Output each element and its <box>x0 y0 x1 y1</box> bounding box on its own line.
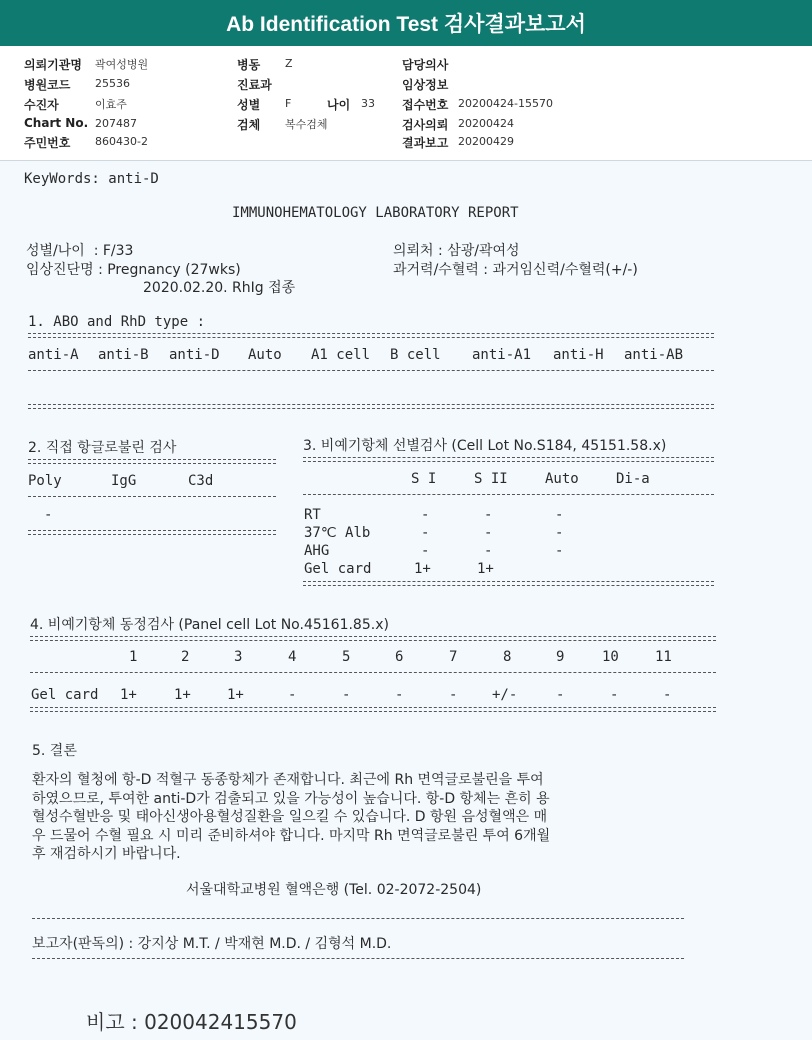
panel-header-cell: 11 <box>655 649 672 665</box>
hospital-code: 25536 <box>95 77 130 90</box>
request-date: 20200424 <box>458 117 514 130</box>
resident-number: 860430-2 <box>95 135 148 148</box>
dash-rule <box>28 370 714 371</box>
requester: 의뢰처 : 삼광/곽여성 <box>393 243 520 259</box>
conclusion-line: 후 재검하시기 바랍니다. <box>32 846 181 862</box>
panel-cell: - <box>449 687 458 703</box>
header-field: 병원코드 <box>24 78 71 92</box>
header-field: Chart No. <box>24 116 89 130</box>
dat-value-cell: - <box>44 507 53 523</box>
abo-header-cell: B cell <box>390 347 441 363</box>
ward: Z <box>285 57 293 70</box>
report-banner <box>0 0 812 46</box>
screen-cell: - <box>484 543 493 559</box>
abo-header-cell: Auto <box>248 347 282 363</box>
header-field: 임상정보 <box>402 78 449 92</box>
panel-header-cell: 5 <box>342 649 351 665</box>
abo-header-cell: anti-D <box>169 347 220 363</box>
conclusion-line: 우 드물어 수혈 필요 시 미리 준비하셔야 합니다. 마지막 Rh 면역글로불린 투여 6개월 <box>32 827 551 844</box>
conclusion-line: 혈성수혈반응 및 태아신생아용혈성질환을 일으킬 수 있습니다. D 항원 음성혈액은 매 <box>32 809 548 825</box>
conclusion-line: 하였으므로, 투여한 anti-D가 검출되고 있을 가능성이 높습니다. 항-D 항체는 흔히 용 <box>32 790 550 807</box>
abo-header-cell: anti-B <box>98 347 149 363</box>
screen-cell: - <box>421 525 430 541</box>
dat-header-cell: C3d <box>188 473 214 489</box>
screen-cell: - <box>421 507 430 523</box>
keywords: KeyWords: anti-D <box>24 171 159 187</box>
abo-header-cell: anti-H <box>553 347 604 363</box>
dash-rule <box>303 494 714 495</box>
section-1-title: 1. ABO and RhD type : <box>28 314 206 330</box>
clinical-diagnosis: 임상진단명 : Pregnancy (27wks) <box>26 262 241 278</box>
sex-age: 성별/나이 : F/33 <box>26 243 134 259</box>
dash-rule <box>28 496 276 497</box>
report-date: 20200429 <box>458 135 514 148</box>
panel-header-cell: 3 <box>234 649 243 665</box>
abo-header-cell: anti-AB <box>624 347 684 363</box>
screen-cell: - <box>421 543 430 559</box>
screen-header-cell: Auto <box>545 471 579 487</box>
header-field: 수진자 <box>24 98 59 112</box>
panel-header-cell: 9 <box>556 649 565 665</box>
screen-cell: - <box>484 507 493 523</box>
header-field: 검사의뢰 <box>402 118 449 132</box>
remark: 비고 : 020042415570 <box>86 1010 297 1034</box>
header-field: 의뢰기관명 <box>24 58 82 72</box>
transfusion-history: 과거력/수혈력 : 과거임신력/수혈력(+/-) <box>393 262 638 278</box>
chart-number: 207487 <box>95 117 137 130</box>
abo-header-cell: anti-A1 <box>472 347 532 363</box>
header-field: 검체 <box>237 118 261 132</box>
double-rule <box>28 333 714 338</box>
panel-header-cell: 6 <box>395 649 404 665</box>
screen-header-cell: Di-a <box>616 471 650 487</box>
double-rule <box>28 404 714 409</box>
age: 33 <box>361 97 375 110</box>
abo-header-cell: A1 cell <box>311 347 371 363</box>
sex: F <box>285 97 292 110</box>
double-rule <box>28 530 276 535</box>
screen-row-label: RT <box>304 507 321 523</box>
panel-cell: +/- <box>492 687 518 703</box>
screen-row-label: Gel card <box>304 561 372 577</box>
panel-cell: - <box>288 687 297 703</box>
double-rule <box>30 707 716 712</box>
panel-header-cell: 10 <box>602 649 619 665</box>
panel-header-cell: 8 <box>503 649 512 665</box>
panel-cell: - <box>610 687 619 703</box>
panel-cell: - <box>395 687 404 703</box>
receipt-number: 20200424-15570 <box>458 97 553 110</box>
screen-row-label: 37℃ Alb <box>304 525 371 541</box>
screen-cell: - <box>555 543 564 559</box>
header-field: 담당의사 <box>402 58 449 72</box>
section-2-title: 2. 직접 항글로불린 검사 <box>28 440 177 456</box>
conclusion-paragraph <box>32 771 750 864</box>
dat-header-cell: Poly <box>28 473 62 489</box>
screen-cell: 1+ <box>414 561 431 577</box>
panel-header-cell: 2 <box>181 649 190 665</box>
blood-bank-contact: 서울대학교병원 혈액은행 (Tel. 02-2072-2504) <box>186 882 482 898</box>
screen-cell: - <box>555 525 564 541</box>
double-rule <box>303 581 714 586</box>
conclusion-line: 환자의 혈청에 항-D 적혈구 동종항체가 존재합니다. 최근에 Rh 면역글로불린을 투여 <box>32 772 544 788</box>
banner-title: Ab Identification Test 검사결과보고서 <box>226 13 586 36</box>
header-field: 병동 <box>237 58 261 72</box>
header-field: 진료과 <box>237 78 272 92</box>
section-5-title: 5. 결론 <box>32 743 77 759</box>
dash-rule <box>30 672 716 673</box>
section-4-title: 4. 비예기항체 동정검사 (Panel cell Lot No.45161.85.x) <box>30 617 389 633</box>
dat-header-cell: IgG <box>111 473 137 489</box>
reporter-line: 보고자(판독의) : 강지상 M.T. / 박재현 M.D. / 김형석 M.D. <box>32 936 392 952</box>
screen-row-label: AHG <box>304 543 330 559</box>
double-rule <box>30 636 716 641</box>
lab-report-title: IMMUNOHEMATOLOGY LABORATORY REPORT <box>232 205 519 221</box>
screen-header-cell: S I <box>411 471 437 487</box>
header-field: 접수번호 <box>402 98 449 112</box>
panel-cell: - <box>663 687 672 703</box>
hospital-name: 곽여성병원 <box>95 58 149 71</box>
screen-header-cell: S II <box>474 471 508 487</box>
patient-header <box>0 46 812 161</box>
panel-row-label: Gel card <box>31 687 99 703</box>
panel-header-cell: 7 <box>449 649 458 665</box>
clinical-diagnosis-note: 2020.02.20. RhIg 접종 <box>143 280 296 296</box>
panel-cell: 1+ <box>174 687 191 703</box>
panel-cell: - <box>556 687 565 703</box>
double-rule <box>303 457 714 462</box>
panel-header-cell: 4 <box>288 649 297 665</box>
panel-cell: - <box>342 687 351 703</box>
specimen: 복수검체 <box>285 118 328 131</box>
screen-cell: - <box>555 507 564 523</box>
dash-rule <box>32 918 684 919</box>
patient-name: 이효주 <box>95 98 127 111</box>
header-field: 나이 <box>327 98 351 112</box>
screen-cell: 1+ <box>477 561 494 577</box>
screen-cell: - <box>484 525 493 541</box>
dash-rule <box>32 958 684 959</box>
abo-header-cell: anti-A <box>28 347 79 363</box>
header-field: 성별 <box>237 98 261 112</box>
header-field: 결과보고 <box>402 136 449 150</box>
panel-cell: 1+ <box>120 687 137 703</box>
panel-cell: 1+ <box>227 687 244 703</box>
section-3-title: 3. 비예기항체 선별검사 (Cell Lot No.S184, 45151.58.x) <box>303 438 667 454</box>
panel-header-cell: 1 <box>129 649 138 665</box>
double-rule <box>28 459 276 464</box>
header-field: 주민번호 <box>24 136 71 150</box>
